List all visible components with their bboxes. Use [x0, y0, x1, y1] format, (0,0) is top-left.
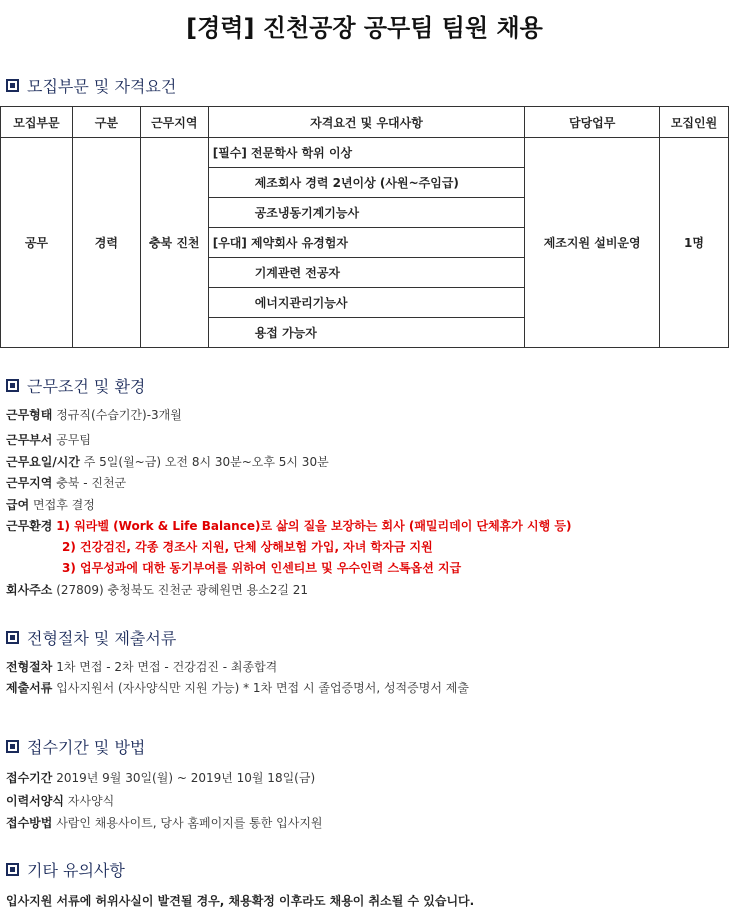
period-line: [6, 769, 315, 786]
field-label: 급여: [6, 498, 30, 512]
square-bullet-icon: [6, 631, 19, 644]
field-value: 면접후 결정: [33, 498, 95, 512]
header-cell: 모집인원: [660, 107, 729, 138]
method-line: [6, 814, 323, 831]
section-title: 전형절차 및 제출서류: [27, 629, 177, 648]
field-label: 이력서양식: [6, 794, 64, 808]
env-line-2: [62, 538, 433, 555]
requirement-text: 기계관련 전공자: [254, 266, 341, 280]
header-cell: 자격요건 및 우대사항: [208, 107, 525, 138]
square-bullet-icon: [6, 863, 19, 876]
duty-cell: 제조지원 설비운영: [525, 138, 660, 348]
header-cell: 근무지역: [140, 107, 208, 138]
employment-line: [6, 406, 182, 423]
field-label: 근무환경: [6, 519, 53, 533]
address-line: [6, 581, 308, 598]
env-item: 2) 건강검진, 각종 경조사 지원, 단체 상해보험 가입, 자녀 학자금 지원: [62, 540, 433, 554]
location-line: [6, 474, 126, 491]
region-cell: 충북 진천: [140, 138, 208, 348]
requirement-text: 제조회사 경력 2년이상 (사원~주임급): [254, 176, 459, 190]
field-value: 자사양식: [67, 794, 115, 808]
division-cell: 공무: [1, 138, 73, 348]
square-bullet-icon: [6, 740, 19, 753]
field-label: 접수방법: [6, 816, 53, 830]
table-header-row: [1, 107, 729, 138]
requirement-text: 용접 가능자: [254, 326, 317, 340]
env-line-3: [62, 559, 461, 576]
env-item: 1) 워라벨 (Work & Life Balance)로 삶의 질을 보장하는 회사 (패밀리데이 단체휴가 시행 등): [56, 519, 572, 533]
env-line: [6, 517, 571, 534]
requirement-text: 공조냉동기계기능사: [254, 206, 360, 220]
field-label: 근무형태: [6, 408, 53, 422]
field-value: 입사지원서 (자사양식만 지원 가능) * 1차 면접 시 졸업증명서, 성적증명서 제출: [56, 681, 469, 695]
section-heading-conditions: [6, 374, 145, 397]
field-value: (27809) 충청북도 진천군 광혜원면 용소2길 21: [56, 583, 309, 597]
field-label: 근무부서: [6, 433, 53, 447]
field-value: 충북 - 진천군: [56, 476, 127, 490]
section-title: 모집부문 및 자격요건: [27, 77, 177, 96]
requirement-cell: [208, 228, 525, 258]
section-heading-process: [6, 626, 176, 649]
field-value: 정규직(수습기간)-3개월: [56, 408, 182, 422]
env-item: 3) 업무성과에 대한 동기부여를 위하여 인센티브 및 우수인력 스톡옵션 지급: [62, 561, 462, 575]
field-label: 전형절차: [6, 660, 53, 674]
recruit-table: [0, 106, 729, 348]
requirement-cell: [208, 288, 525, 318]
requirement-text: [필수] 전문학사 학위 이상: [212, 146, 353, 160]
field-label: 근무요일/시간: [6, 455, 80, 469]
requirement-text: [우대] 제약회사 유경험자: [212, 236, 348, 250]
table-row: [1, 138, 729, 168]
requirement-cell: [208, 198, 525, 228]
header-cell: 구분: [72, 107, 140, 138]
section-heading-notes: [6, 858, 125, 881]
square-bullet-icon: [6, 79, 19, 92]
section-title: 기타 유의사항: [27, 861, 125, 880]
schedule-line: [6, 453, 329, 470]
section-title: 접수기간 및 방법: [27, 738, 146, 757]
section-heading-recruit: [6, 74, 176, 97]
dept-line: [6, 431, 91, 448]
steps-line: [6, 658, 277, 675]
field-label: 제출서류: [6, 681, 53, 695]
square-bullet-icon: [6, 379, 19, 392]
section-title: 근무조건 및 환경: [27, 377, 146, 396]
requirement-cell: [208, 318, 525, 348]
field-value: 사람인 채용사이트, 당사 홈페이지를 통한 입사지원: [56, 816, 323, 830]
field-value: 1차 면접 - 2차 면접 - 건강검진 - 최종합격: [56, 660, 278, 674]
field-value: 2019년 9월 30일(월) ~ 2019년 10월 18일(금): [56, 771, 316, 785]
form-line: [6, 792, 114, 809]
field-value: 공무팀: [56, 433, 91, 447]
requirement-cell: [208, 138, 525, 168]
requirement-cell: [208, 168, 525, 198]
section-heading-apply: [6, 735, 145, 758]
docs-line: [6, 679, 469, 696]
salary-line: [6, 496, 95, 513]
field-value: 주 5일(월~금) 오전 8시 30분~오후 5시 30분: [83, 455, 329, 469]
requirement-text: 에너지관리기능사: [254, 296, 348, 310]
requirement-cell: [208, 258, 525, 288]
header-cell: 담당업무: [525, 107, 660, 138]
type-cell: 경력: [72, 138, 140, 348]
headcount-cell: 1명: [660, 138, 729, 348]
field-label: 근무지역: [6, 476, 53, 490]
field-label: 회사주소: [6, 583, 53, 597]
header-cell: 모집부문: [1, 107, 73, 138]
field-label: 접수기간: [6, 771, 53, 785]
notes-text: 입사지원 서류에 허위사실이 발견될 경우, 채용확정 이후라도 채용이 취소될 수 있습니다.: [6, 894, 475, 908]
page-title: [경력] 진천공장 공무팀 팀원 채용: [186, 14, 543, 42]
